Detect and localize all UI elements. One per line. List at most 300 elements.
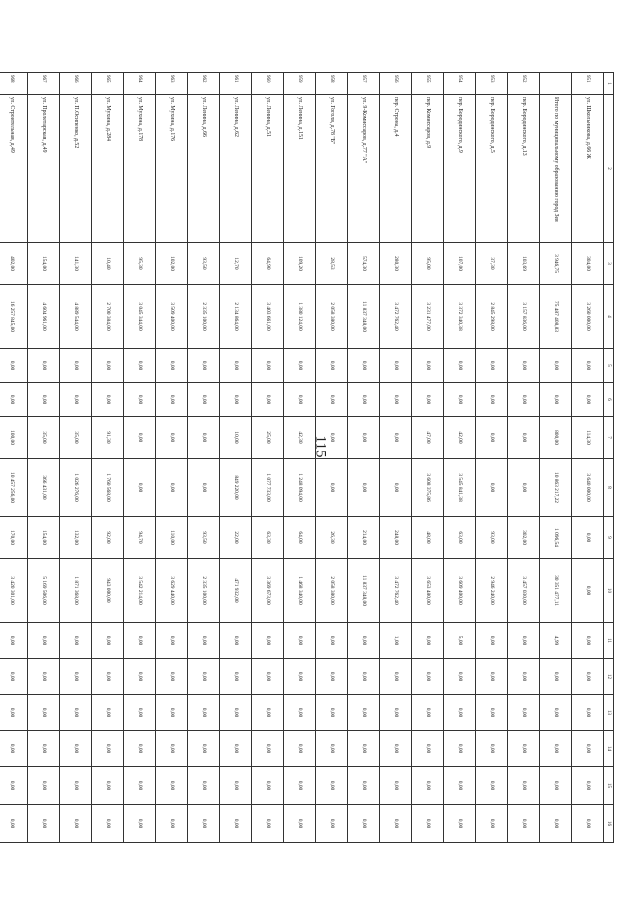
value-cell: 0,00 <box>348 349 380 383</box>
value-cell: 1 077 733,00 <box>252 459 284 517</box>
value-cell: 0,00 <box>124 349 156 383</box>
row-number: 960 <box>252 73 284 95</box>
value-cell: 0,00 <box>316 417 348 459</box>
value-cell: 91,30 <box>92 417 124 459</box>
value-cell: 3 629 440,00 <box>156 559 188 623</box>
value-cell: 141,30 <box>60 243 92 285</box>
value-cell: 48,00 <box>412 517 444 559</box>
value-cell: 0,00 <box>92 767 124 805</box>
value-cell: 0,00 <box>284 767 316 805</box>
value-cell: 800,00 <box>540 417 572 459</box>
value-cell: 4 604 961,00 <box>28 285 60 349</box>
value-cell: 0,00 <box>156 659 188 695</box>
value-cell: 0,00 <box>92 731 124 767</box>
value-cell: 0,00 <box>348 417 380 459</box>
value-cell: 0,00 <box>444 659 476 695</box>
value-cell: 0,00 <box>348 659 380 695</box>
value-cell: 10 863 217,22 <box>540 459 572 517</box>
column-number: 6 <box>604 383 614 417</box>
value-cell: 0,00 <box>412 695 444 731</box>
value-cell: 0,00 <box>220 695 252 731</box>
value-cell: 22,00 <box>220 517 252 559</box>
value-cell: 170,00 <box>0 517 28 559</box>
value-cell: 3 457 030,00 <box>508 559 540 623</box>
value-cell: 0,00 <box>508 349 540 383</box>
value-cell: 0,00 <box>316 349 348 383</box>
value-cell: 0,00 <box>476 623 508 659</box>
value-cell: 0,00 <box>444 805 476 843</box>
value-cell: 0,00 <box>508 659 540 695</box>
value-cell: 0,00 <box>124 731 156 767</box>
address-cell: ул. Ленина, д.151 <box>284 95 316 243</box>
value-cell: 0,00 <box>252 659 284 695</box>
value-cell: 0,00 <box>476 383 508 417</box>
value-cell: 248,00 <box>380 517 412 559</box>
value-cell: 0,00 <box>0 349 28 383</box>
value-cell: 11 837 348,00 <box>348 559 380 623</box>
value-cell: 0,00 <box>348 731 380 767</box>
value-cell: 0,00 <box>156 349 188 383</box>
value-cell: 849 220,00 <box>220 459 252 517</box>
value-cell: 280,30 <box>380 243 412 285</box>
value-cell: 110,00 <box>156 517 188 559</box>
value-cell: 3 640 000,00 <box>572 459 604 517</box>
value-cell: 10,00 <box>220 417 252 459</box>
value-cell: 0,00 <box>508 695 540 731</box>
value-cell: 0,00 <box>0 659 28 695</box>
value-cell: 0,00 <box>188 623 220 659</box>
value-cell: 0,00 <box>380 659 412 695</box>
value-cell: 0,00 <box>508 417 540 459</box>
value-cell: 75 487 408,83 <box>540 285 572 349</box>
value-cell: 943 000,00 <box>92 559 124 623</box>
value-cell: 0,00 <box>188 731 220 767</box>
value-cell: 5,00 <box>444 623 476 659</box>
value-cell: 3 260 000,00 <box>572 285 604 349</box>
value-cell: 0,00 <box>476 349 508 383</box>
value-cell: 3 509 400,00 <box>156 285 188 349</box>
value-cell: 574,30 <box>348 243 380 285</box>
value-cell: 2 700 384,00 <box>92 285 124 349</box>
value-cell: 0,00 <box>220 349 252 383</box>
value-cell: 0,00 <box>28 623 60 659</box>
value-cell: 11 837 348,00 <box>348 285 380 349</box>
table-row <box>124 73 156 843</box>
value-cell: 366 431,00 <box>28 459 60 517</box>
value-cell: 0,00 <box>284 805 316 843</box>
value-cell: 0,00 <box>156 459 188 517</box>
address-cell: ул. Строительная, д.49 <box>0 95 28 243</box>
value-cell: 0,00 <box>508 731 540 767</box>
column-number: 10 <box>604 559 614 623</box>
value-cell: 3 403 661,00 <box>252 285 284 349</box>
value-cell: 0,00 <box>156 417 188 459</box>
column-number: 8 <box>604 459 614 517</box>
table-row <box>220 73 252 843</box>
row-number <box>540 73 572 95</box>
value-cell: 0,00 <box>0 695 28 731</box>
value-cell: 0,00 <box>60 349 92 383</box>
value-cell: 10,40 <box>92 243 124 285</box>
value-cell: 0,00 <box>252 695 284 731</box>
row-number: 953 <box>476 73 508 95</box>
row-number: 961 <box>220 73 252 95</box>
value-cell: 0,00 <box>444 767 476 805</box>
row-number: 966 <box>60 73 92 95</box>
value-cell: 0,00 <box>220 623 252 659</box>
column-number: 3 <box>604 243 614 285</box>
column-number: 4 <box>604 285 614 349</box>
value-cell: 0,00 <box>540 731 572 767</box>
row-number: 959 <box>284 73 316 95</box>
value-cell: 0,00 <box>92 805 124 843</box>
value-cell: 0,00 <box>444 349 476 383</box>
value-cell: 30 351 477,11 <box>540 559 572 623</box>
value-cell: 0,00 <box>92 623 124 659</box>
value-cell: 0,00 <box>412 767 444 805</box>
row-number: 957 <box>348 73 380 95</box>
table-row <box>284 73 316 843</box>
value-cell: 0,00 <box>444 695 476 731</box>
value-cell: 0,00 <box>348 805 380 843</box>
address-cell: пер. Комиссаров, д.9 <box>412 95 444 243</box>
address-cell: пер. Бородинского, д.5 <box>476 95 508 243</box>
value-cell: 0,00 <box>220 731 252 767</box>
value-cell: 4 889 544,00 <box>60 285 92 349</box>
value-cell: 0,00 <box>92 349 124 383</box>
column-number: 15 <box>604 767 614 805</box>
value-cell: 0,00 <box>444 731 476 767</box>
value-cell: 0,00 <box>252 767 284 805</box>
address-cell: ул. Гоголя, д.78 "Б" <box>316 95 348 243</box>
value-cell: 154,00 <box>28 517 60 559</box>
value-cell: 94,70 <box>124 517 156 559</box>
value-cell: 26,30 <box>316 517 348 559</box>
value-cell: 0,00 <box>380 695 412 731</box>
value-cell: 1 380 124,00 <box>284 285 316 349</box>
value-cell: 3 372 340,38 <box>444 285 476 349</box>
value-cell: 109,20 <box>284 243 316 285</box>
row-number: 952 <box>508 73 540 95</box>
value-cell: 1 096,54 <box>540 517 572 559</box>
value-cell: 0,00 <box>124 417 156 459</box>
value-cell: 3 545 841,38 <box>444 459 476 517</box>
value-cell: 0,00 <box>284 731 316 767</box>
value-cell: 0,00 <box>316 459 348 517</box>
address-cell: ул. 9-Комиссаров, д.77 "А" <box>348 95 380 243</box>
value-cell: 0,00 <box>412 383 444 417</box>
value-cell: 0,00 <box>348 623 380 659</box>
value-cell: 0,00 <box>156 383 188 417</box>
column-number: 13 <box>604 695 614 731</box>
value-cell: 114,30 <box>572 417 604 459</box>
value-cell: 0,00 <box>156 623 188 659</box>
value-cell: 0,00 <box>28 383 60 417</box>
value-cell: 0,00 <box>572 517 604 559</box>
value-cell: 2 058 380,00 <box>316 559 348 623</box>
value-cell: 0,00 <box>156 805 188 843</box>
address-cell: ул. Ленина, д.66 <box>188 95 220 243</box>
address-cell: ул. Пролетарская, д.49 <box>28 95 60 243</box>
value-cell: 100,00 <box>0 417 28 459</box>
value-cell: 0,00 <box>412 659 444 695</box>
row-number: 964 <box>124 73 156 95</box>
table-row <box>252 73 284 843</box>
value-cell: 0,00 <box>0 731 28 767</box>
column-number: 9 <box>604 517 614 559</box>
value-cell: 0,00 <box>124 659 156 695</box>
table-row <box>28 73 60 843</box>
value-cell: 0,00 <box>380 459 412 517</box>
value-cell: 0,00 <box>28 695 60 731</box>
value-cell: 0,00 <box>92 695 124 731</box>
row-number: 956 <box>380 73 412 95</box>
address-cell: ул. Мухина, д.178 <box>124 95 156 243</box>
value-cell: 0,00 <box>220 805 252 843</box>
value-cell: 0,00 <box>476 805 508 843</box>
value-cell: 0,00 <box>508 383 540 417</box>
value-cell: 0,00 <box>412 805 444 843</box>
value-cell: 64,00 <box>284 517 316 559</box>
value-cell: 0,00 <box>316 805 348 843</box>
value-cell: 0,00 <box>124 623 156 659</box>
value-cell: 16 257 845,00 <box>0 285 28 349</box>
value-cell: 0,00 <box>188 349 220 383</box>
value-cell: 0,00 <box>380 417 412 459</box>
column-number: 2 <box>604 95 614 243</box>
value-cell: 0,00 <box>156 731 188 767</box>
subtotal-row <box>540 73 572 843</box>
value-cell: 0,00 <box>188 659 220 695</box>
value-cell: 471 932,00 <box>220 559 252 623</box>
table-row <box>156 73 188 843</box>
value-cell: 95,30 <box>124 243 156 285</box>
column-number: 5 <box>604 349 614 383</box>
value-cell: 0,00 <box>476 731 508 767</box>
value-cell: 0,00 <box>28 659 60 695</box>
value-cell: 3 946,75 <box>540 243 572 285</box>
value-cell: 0,00 <box>572 559 604 623</box>
value-cell: 0,00 <box>188 459 220 517</box>
value-cell: 0,00 <box>252 383 284 417</box>
table-row <box>60 73 92 843</box>
value-cell: 132,00 <box>60 517 92 559</box>
value-cell: 0,00 <box>92 383 124 417</box>
address-cell: пер. Строна, д.4 <box>380 95 412 243</box>
value-cell: 103,69 <box>508 243 540 285</box>
value-cell: 37,30 <box>476 243 508 285</box>
value-cell: 63,30 <box>252 517 284 559</box>
value-cell: 0,00 <box>380 349 412 383</box>
column-number: 16 <box>604 805 614 843</box>
value-cell: 0,00 <box>60 623 92 659</box>
value-cell: 302,00 <box>508 517 540 559</box>
value-cell: 1,00 <box>380 623 412 659</box>
value-cell: 0,00 <box>92 659 124 695</box>
table-row <box>348 73 380 843</box>
value-cell: 0,00 <box>284 349 316 383</box>
value-cell: 0,00 <box>380 805 412 843</box>
value-cell: 0,00 <box>0 383 28 417</box>
value-cell: 28,53 <box>316 243 348 285</box>
value-cell: 0,00 <box>540 349 572 383</box>
value-cell: 0,00 <box>60 731 92 767</box>
value-cell: 0,00 <box>316 767 348 805</box>
address-cell: ул. Ленина, д.51 <box>252 95 284 243</box>
value-cell: 0,00 <box>476 417 508 459</box>
value-cell: 0,00 <box>252 731 284 767</box>
table-rotated-content <box>8 72 614 842</box>
value-cell: 0,00 <box>0 767 28 805</box>
table-row <box>476 73 508 843</box>
value-cell: 0,00 <box>540 767 572 805</box>
value-cell: 42,30 <box>284 417 316 459</box>
value-cell: 5 169 506,00 <box>28 559 60 623</box>
value-cell: 0,00 <box>188 767 220 805</box>
value-cell: 0,00 <box>540 383 572 417</box>
value-cell: 0,00 <box>412 731 444 767</box>
value-cell: 0,00 <box>28 731 60 767</box>
value-cell: 35,00 <box>28 417 60 459</box>
value-cell: 0,00 <box>156 695 188 731</box>
value-cell: 304,00 <box>572 243 604 285</box>
value-cell: 25,00 <box>252 417 284 459</box>
value-cell: 1 871 368,00 <box>60 559 92 623</box>
value-cell: 0,00 <box>476 695 508 731</box>
value-cell: 0,00 <box>476 767 508 805</box>
value-cell: 95,00 <box>412 243 444 285</box>
value-cell: 0,00 <box>348 695 380 731</box>
value-cell: 0,00 <box>316 731 348 767</box>
column-number: 11 <box>604 623 614 659</box>
table-row <box>188 73 220 843</box>
value-cell: 3 472 762,40 <box>380 559 412 623</box>
table-row <box>444 73 476 843</box>
row-number: 967 <box>28 73 60 95</box>
value-cell: 0,00 <box>316 659 348 695</box>
value-cell: 0,00 <box>188 383 220 417</box>
value-cell: 0,00 <box>124 459 156 517</box>
value-cell: 0,00 <box>28 805 60 843</box>
value-cell: 0,00 <box>252 805 284 843</box>
value-cell: 0,00 <box>124 805 156 843</box>
value-cell: 0,00 <box>284 623 316 659</box>
value-cell: 102,00 <box>156 243 188 285</box>
value-cell: 0,00 <box>412 349 444 383</box>
value-cell: 0,00 <box>476 659 508 695</box>
value-cell: 0,00 <box>508 805 540 843</box>
value-cell: 154,00 <box>28 243 60 285</box>
value-cell: 0,00 <box>28 349 60 383</box>
value-cell: 2 134 864,00 <box>220 285 252 349</box>
value-cell: 10 457 256,00 <box>0 459 28 517</box>
value-cell: 0,00 <box>348 459 380 517</box>
value-cell: 0,00 <box>540 659 572 695</box>
table-row <box>412 73 444 843</box>
value-cell: 0,00 <box>412 623 444 659</box>
value-cell: 3 157 836,00 <box>508 285 540 349</box>
value-cell: 47,00 <box>412 417 444 459</box>
value-cell: 0,00 <box>220 767 252 805</box>
value-cell: 0,00 <box>572 767 604 805</box>
value-cell: 0,00 <box>252 623 284 659</box>
table-row <box>380 73 412 843</box>
row-number: 962 <box>188 73 220 95</box>
column-number: 14 <box>604 731 614 767</box>
value-cell: 3 608 375,86 <box>412 459 444 517</box>
value-cell: 2 058 380,00 <box>316 285 348 349</box>
value-cell: 0,00 <box>60 805 92 843</box>
value-cell: 0,00 <box>508 459 540 517</box>
page-number: 115 <box>312 435 329 458</box>
address-cell: ул. Ленина, д.62 <box>220 95 252 243</box>
value-cell: 93,00 <box>476 517 508 559</box>
value-cell: 0,00 <box>572 623 604 659</box>
value-cell: 0,00 <box>284 695 316 731</box>
value-cell: 0,00 <box>0 623 28 659</box>
value-cell: 0,00 <box>284 659 316 695</box>
value-cell: 2 335 100,00 <box>188 559 220 623</box>
address-cell: ул. Мухина, д.176 <box>156 95 188 243</box>
table-row <box>508 73 540 843</box>
value-cell: 0,00 <box>0 805 28 843</box>
row-number: 955 <box>412 73 444 95</box>
table-row <box>0 73 28 843</box>
value-cell: 1 760 568,00 <box>92 459 124 517</box>
value-cell: 0,00 <box>188 417 220 459</box>
value-cell: 63,00 <box>444 517 476 559</box>
value-cell: 0,00 <box>188 695 220 731</box>
value-cell: 0,00 <box>60 383 92 417</box>
column-number: 7 <box>604 417 614 459</box>
value-cell: 0,00 <box>380 383 412 417</box>
value-cell: 42,00 <box>444 417 476 459</box>
value-cell: 0,00 <box>316 623 348 659</box>
value-cell: 64,90 <box>252 243 284 285</box>
table-row <box>316 73 348 843</box>
value-cell: 4,99 <box>540 623 572 659</box>
value-cell: 0,00 <box>60 767 92 805</box>
value-cell: 402,00 <box>0 243 28 285</box>
value-cell: 3 231 477,00 <box>412 285 444 349</box>
capital-repair-table <box>0 72 614 843</box>
value-cell: 0,00 <box>380 731 412 767</box>
address-cell: пер. Бородинского, д.13 <box>508 95 540 243</box>
value-cell: 35,00 <box>60 417 92 459</box>
value-cell: 3 542 214,00 <box>124 559 156 623</box>
value-cell: 0,00 <box>28 767 60 805</box>
value-cell: 0,00 <box>476 459 508 517</box>
value-cell: 2 845 298,00 <box>476 285 508 349</box>
value-cell: 3 045 344,00 <box>124 285 156 349</box>
value-cell: 0,00 <box>156 767 188 805</box>
value-cell: 0,00 <box>508 767 540 805</box>
value-cell: 0,00 <box>316 383 348 417</box>
value-cell: 3 609 400,00 <box>444 559 476 623</box>
value-cell: 0,00 <box>284 383 316 417</box>
value-cell: 1 248 094,00 <box>284 459 316 517</box>
address-cell: ул. Школьникова, д.66 Ж <box>572 95 604 243</box>
value-cell: 0,00 <box>124 767 156 805</box>
value-cell: 0,00 <box>540 695 572 731</box>
row-number: 958 <box>316 73 348 95</box>
table-frame <box>8 72 614 842</box>
value-cell: 93,50 <box>188 243 220 285</box>
table-row <box>92 73 124 843</box>
value-cell: 92,00 <box>92 517 124 559</box>
row-number: 968 <box>0 73 28 95</box>
value-cell: 3 369 673,00 <box>252 559 284 623</box>
